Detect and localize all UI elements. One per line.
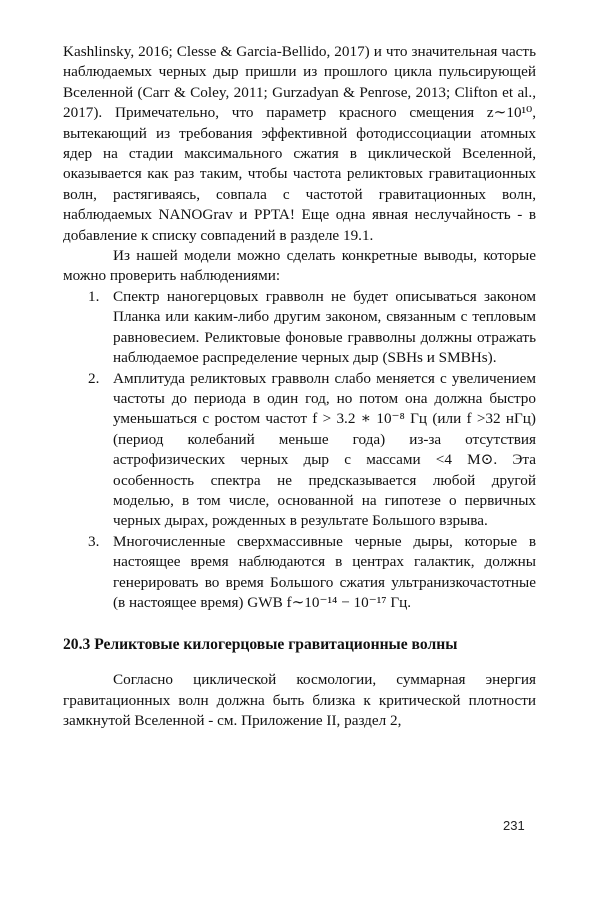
list-item <box>63 287 536 369</box>
list-item-text: Многочисленные сверхмассивные черные дыры, которые в настоящее время наблюдаются в центрах галактик, должны генерировать во время Большого сжатия ультранизкочастотные (в настоящее время) GWB f∼10⁻¹⁴ − 10⁻¹⁷ Гц. <box>113 532 536 611</box>
list-item <box>63 369 536 532</box>
list-item <box>63 532 536 614</box>
section-heading: 20.3 Реликтовые килогерцовые гравитационные волны <box>63 636 458 654</box>
list-item-text: Амплитуда реликтовых гравволн слабо меняется с увеличением частоты до периода в один год, но потом она должна быстро уменьшаться с ростом частот f > 3.2 ∗ 10⁻⁸ Гц (или f >32 нГц) (период колебаний меньше года) из-за отсутствия астрофизических черных дыр с массами <4 M⊙. Эта особенность спектра не предсказывается любой другой моделью, в том числе, основанной на гипотезе о первичных черных дырах, рожденных в результате Большого взрыва. <box>113 369 536 530</box>
list-item-text: Спектр наногерцовых гравволн не будет описываться законом Планка или каким-либо другим законом, связанным с тепловым равновесием. Реликтовые фоновые гравволны должны отражать наблюдаемое распределение черных дыр (SBHs и SMBHs). <box>113 287 536 367</box>
page-body <box>63 42 536 732</box>
paragraph-conclusions-intro: Из нашей модели можно сделать конкретные выводы, которые можно проверить наблюдениями: <box>63 247 536 285</box>
paragraph-continuation: Kashlinsky, 2016; Clesse & Garcia-Bellido, 2017) и что значительная часть наблюдаемых черных дыр пришли из прошлого цикла пульсирующей Вселенной (Carr & Coley, 2011; Gurzadyan & Penrose, 2013; Clifton et al., 2017). Примечательно, что параметр красного смещения z∼10¹⁰, вытекающий из требования эффективной фотодиссоциации атомных ядер на стадии максимального сжатия в циклической Вселенной, оказывается как раз таким, чтобы частота реликтовых гравитационных волн, растягиваясь, совпала с частотой гравитационных волн, наблюдаемых NANOGrav и PPTA! Еще одна явная неслучайность - в добавление к списку совпадений в разделе 19.1. <box>63 43 536 244</box>
list-item-number: 2. <box>88 369 100 387</box>
predictions-list <box>63 287 536 614</box>
list-item-number: 1. <box>88 287 100 305</box>
page-number: 231 <box>503 818 525 833</box>
list-item-number: 3. <box>88 532 100 550</box>
paragraph-section-start: Согласно циклической космологии, суммарная энергия гравитационных волн должна быть близка к критической плотности замкнутой Вселенной - см. Приложение II, раздел 2, <box>63 671 536 730</box>
